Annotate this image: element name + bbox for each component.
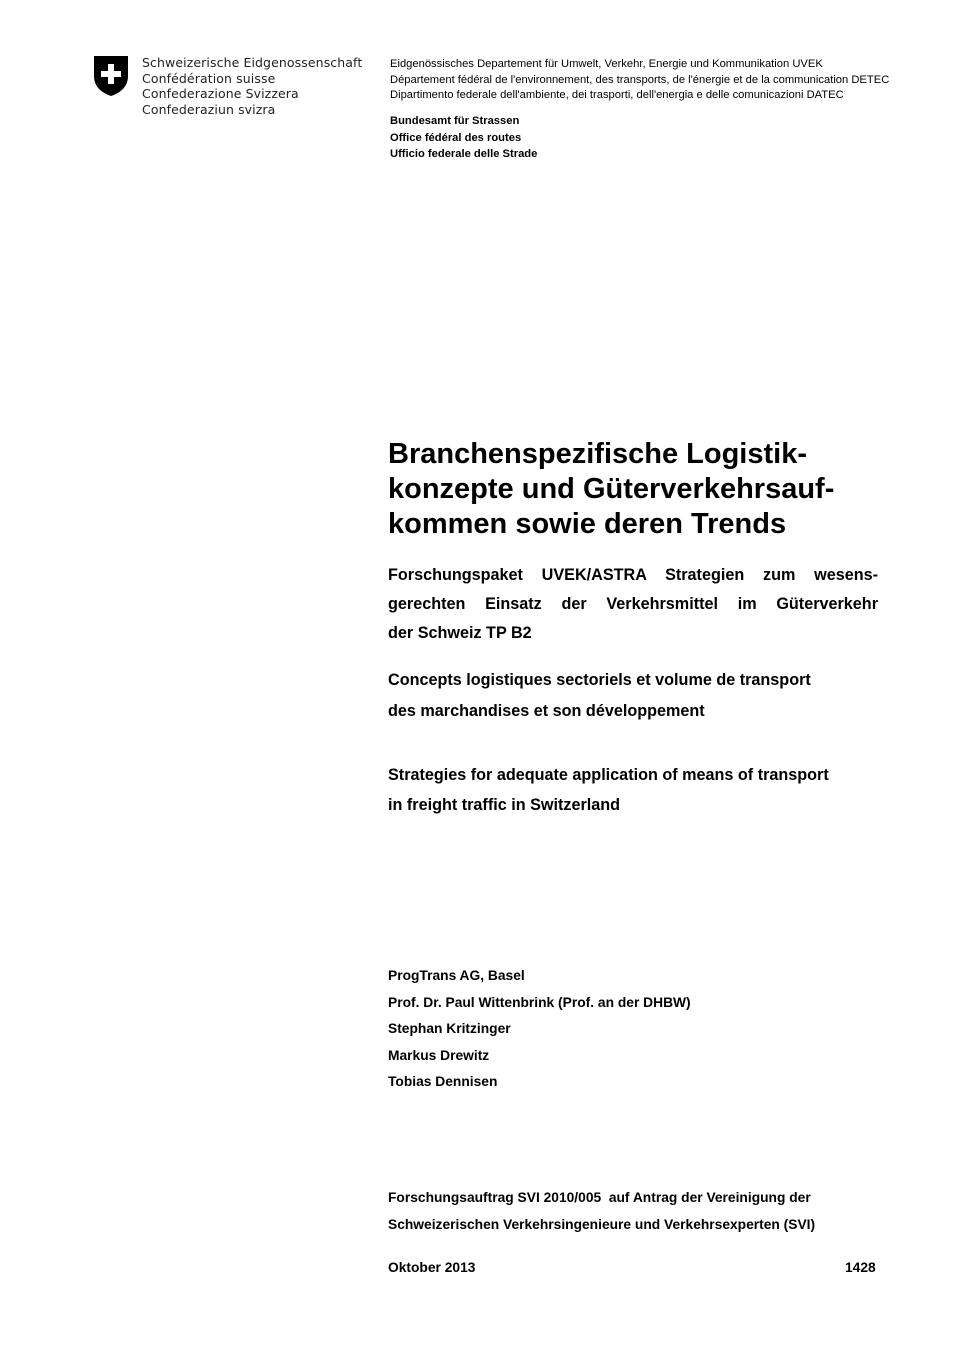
swiss-crest-icon xyxy=(92,54,130,98)
author-list xyxy=(388,963,691,1096)
publication-date: Oktober 2013 xyxy=(388,1260,476,1275)
confederation-name-de: Schweizerische Eidgenossenschaft xyxy=(142,55,363,70)
title-line: Branchenspezifische Logistik- xyxy=(388,438,807,470)
department-name-de: Eidgenössisches Departement für Umwelt, Verkehr, Energie und Kommunikation UVEK xyxy=(390,58,823,70)
author-item: Tobias Dennisen xyxy=(388,1074,498,1089)
author-item: Prof. Dr. Paul Wittenbrink (Prof. an der DHBW) xyxy=(388,994,691,1010)
department-name-it: Dipartimento federale dell'ambiente, dei trasporti, dell'energia e delle comunicazioni DATEC xyxy=(390,89,844,101)
author-item: Markus Drewitz xyxy=(388,1047,490,1063)
subtitle-line: Forschungspaket UVEK/ASTRA Strategien zum wesens- xyxy=(388,566,878,584)
department-name-fr: Département fédéral de l'environnement, des transports, de l'énergie et de la communication DETEC xyxy=(390,73,890,86)
report-number: 1428 xyxy=(845,1260,876,1275)
research-contract xyxy=(388,1184,815,1238)
office-names xyxy=(390,113,537,163)
subtitle-german xyxy=(388,561,878,648)
contract-line: Schweizerischen Verkehrsingenieure und Verkehrsexperten (SVI) xyxy=(388,1217,816,1232)
subtitle-line: gerechten Einsatz der Verkehrsmittel im Güterverkehr xyxy=(388,595,878,613)
title-line: kommen sowie deren Trends xyxy=(388,508,787,540)
subtitle-line: des marchandises et son développement xyxy=(388,702,705,720)
contract-line: Forschungsauftrag SVI 2010/005 auf Antrag der Vereinigung der xyxy=(388,1190,811,1205)
title-line: konzepte und Güterverkehrsauf- xyxy=(388,473,835,505)
office-name-fr: Office fédéral des routes xyxy=(390,131,522,144)
author-item: Stephan Kritzinger xyxy=(388,1021,511,1036)
subtitle-french xyxy=(388,665,811,727)
subtitle-line: in freight traffic in Switzerland xyxy=(388,796,621,814)
subtitle-line: Concepts logistiques sectoriels et volume de transport xyxy=(388,671,811,689)
author-item: ProgTrans AG, Basel xyxy=(388,968,525,983)
confederation-name-it: Confederazione Svizzera xyxy=(142,86,299,101)
office-name-de: Bundesamt für Strassen xyxy=(390,115,520,127)
subtitle-line: der Schweiz TP B2 xyxy=(388,624,532,642)
document-title xyxy=(388,437,888,542)
confederation-name-fr: Confédération suisse xyxy=(142,70,276,86)
office-name-it: Ufficio federale delle Strade xyxy=(390,148,538,160)
confederation-name-rm: Confederaziun svizra xyxy=(142,101,276,117)
department-names xyxy=(390,57,889,104)
subtitle-english xyxy=(388,760,829,820)
confederation-names xyxy=(142,55,362,117)
subtitle-line: Strategies for adequate application of means of transport xyxy=(388,766,829,784)
